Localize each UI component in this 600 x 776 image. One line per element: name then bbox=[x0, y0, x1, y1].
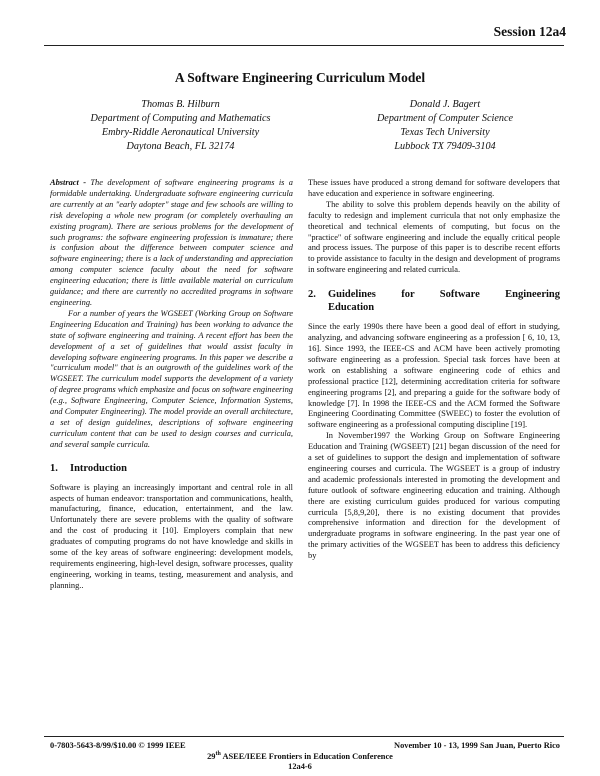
abstract-paragraph bbox=[50, 178, 293, 309]
author-name: Thomas B. Hilburn bbox=[141, 99, 220, 110]
author-block-2 bbox=[330, 98, 560, 154]
footer-conference bbox=[0, 751, 600, 761]
paper-title: A Software Engineering Curriculum Model bbox=[174, 70, 426, 85]
guidelines-paragraph: Since the early 1990s there have been a good deal of effort in studying, analyzing, and advancing software engineering as a profession [ 6, 10, 13, 16]. Since 1993, the IEEE-CS and ACM have been actively promoting software engineering as a profession. Special task forces have been at work on establishing a software engineering code of ethics and professional practice [12], determining accreditation criteria for software engineering programs [2], and preparing a guide for the software body of knowledge [7]. In 1998 the IEEE-CS and the ACM formed the Software Engineering Coordinating Committee (SWEEC) to foster the evolution of software engineering as a professional computing discipline [19]. bbox=[308, 322, 560, 430]
abstract-text: The development of software engineering programs is a formidable undertaking. Undergraduate software engineering curricula are currently at an "early adopter" stage and few schools are willing to risk developing a whole new program (or completely overhauling an existing program). There are serious problems for the development of such programs: the software engineering profession is immature; there is confusion about the difference between computer science and software engineering; there is a lack of understanding and appreciation among computer science faculty about the need for software engineering education; there is little available material on curriculum guidance; and there are currently no accredited programs in software engineering. bbox=[50, 178, 293, 307]
section-2-heading-line2: Education bbox=[328, 302, 375, 314]
body-paragraph: These issues have produced a strong demand for software developers that have education and experience in software engineering. bbox=[308, 178, 560, 198]
abstract-paragraph-2: For a number of years the WGSEET (Working Group on Software Engineering Education and Training) has been working to advance the state of software engineering and training. A recent effort has been the development of a set of guidelines that would assist faculty in developing software engineering programs. In this paper we describe a "curriculum model" that is an outgrowth of the guidelines work of the WGSEET. The curriculum model supports the development of a variety of degree programs which emphasize and focus on software engineering (e.g., Software Engineering, Computer Science, Information Systems, and Computer Engineering). The model provide an overall architecture, a set of design guidelines, descriptions of software engineering curriculum content that can be used to design courses and curricula, and several sample curricula. bbox=[50, 308, 293, 449]
right-column bbox=[308, 178, 560, 562]
session-label: Session 12a4 bbox=[493, 24, 566, 39]
footer-rule bbox=[44, 736, 564, 737]
footer-isbn: 0-7803-5643-8/99/$10.00 © 1999 IEEE bbox=[50, 741, 186, 750]
header-rule bbox=[44, 45, 564, 46]
author-block-1 bbox=[48, 98, 313, 154]
author-institution: Texas Tech University bbox=[400, 127, 490, 138]
author-department: Department of Computer Science bbox=[376, 113, 514, 124]
body-paragraph-2: The ability to solve this problem depends heavily on the ability of faculty to redesign and implement curricula that not only emphasize the theoretical and technical elements of computing, but focus on the "practice" of software engineering and include the equally critical people and process issues. The purpose of this paper is to describe recent efforts to provide assistance to faculty in the design and development of programs in software engineering and related curricula. bbox=[308, 199, 560, 275]
conference-number: 29 bbox=[207, 751, 216, 761]
section-number: 2. bbox=[308, 289, 316, 301]
section-title: Introduction bbox=[70, 462, 127, 474]
author-institution: Embry-Riddle Aeronautical University bbox=[101, 127, 260, 138]
author-location: Lubbock TX 79409-3104 bbox=[394, 141, 496, 152]
section-title: Guidelines for Software Engineering bbox=[328, 289, 560, 301]
section-2-heading bbox=[308, 288, 560, 301]
author-location: Daytona Beach, FL 32174 bbox=[126, 141, 235, 152]
intro-paragraph: Software is playing an increasingly important and central role in all aspects of human endeavor: transportation and communications, health, manufacturing, finance, education, entertainment, and the law. Unfortunately there are severe problems with the quality of software and the cost of producing it [10]. Employers complain that new graduates of computing programs do not have knowledge and skills in some of the key areas of software engineering: development models, requirements engineering, high-level design, software processes, quality engineering, working in teams, testing, measurement and analysis, and planning.. bbox=[50, 482, 293, 590]
section-1-heading bbox=[50, 462, 293, 475]
conference-ordinal: th bbox=[215, 751, 221, 757]
page-number: 12a4-6 bbox=[288, 762, 312, 771]
left-column bbox=[50, 178, 293, 592]
footer-date-location: November 10 - 13, 1999 San Juan, Puerto Rico bbox=[394, 741, 560, 750]
conference-name: ASEE/IEEE Frontiers in Education Conference bbox=[220, 751, 393, 761]
abstract-label: Abstract - bbox=[50, 178, 87, 187]
author-department: Department of Computing and Mathematics bbox=[90, 113, 271, 124]
author-name: Donald J. Bagert bbox=[409, 99, 481, 110]
guidelines-paragraph-2: In November1997 the Working Group on Software Engineering Education and Training (WGSEET) [21] began discussion of the need for a set of guidelines to support the design and implementation of software engineering courses and curricula. The WGSEET is a group of industry and academic professionals interested in promoting the development and future outlook of software engineering education and training. Although there are existing curriculum guides produced for various computing curricula [5,8,9,20], there is no existing document that provides comprehensive information and direction for the development of undergraduate programs in software engineering. In the past year one of the primary activities of the WGSEET has been to address this deficiency by bbox=[308, 431, 560, 561]
section-number: 1. bbox=[50, 462, 58, 474]
